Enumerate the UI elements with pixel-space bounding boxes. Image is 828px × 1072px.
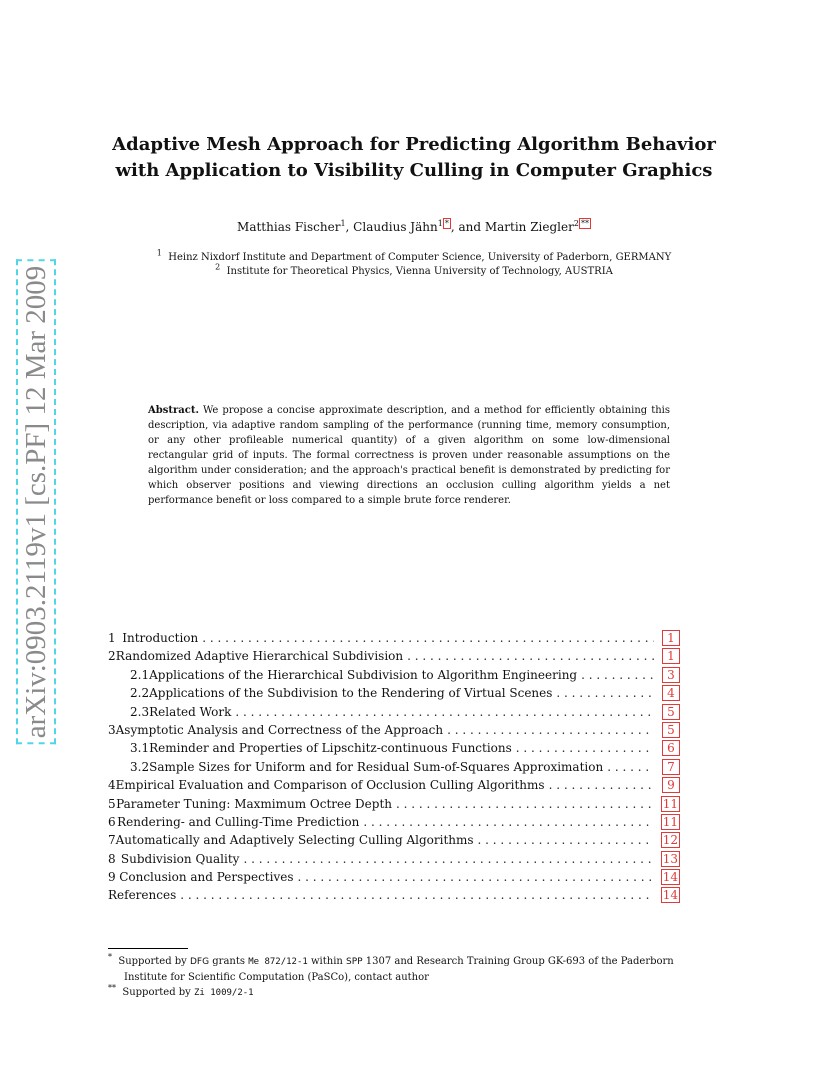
toc-entry[interactable] [108, 648, 680, 666]
toc-page-link[interactable]: 14 [662, 888, 678, 903]
toc-entry-number: 2.2 [130, 686, 150, 701]
toc-dot-leader [549, 778, 654, 792]
toc-entry-title: Automatically and Adaptively Selecting Culling Algorithms [115, 833, 474, 848]
toc-page-link[interactable]: 3 [662, 667, 680, 683]
toc-page-link[interactable]: 13 [662, 851, 678, 866]
author-name: Martin Ziegler [484, 220, 574, 234]
affiliation-marker: 2 [573, 219, 579, 228]
affiliation-line [0, 248, 828, 265]
title-line-2: with Application to Visibility Culling in Computer Graphics [115, 160, 713, 181]
toc-entry-number: 6 [108, 814, 116, 829]
footnote [108, 985, 708, 1001]
toc-dot-leader [298, 870, 653, 884]
author-list [0, 220, 828, 234]
footnote-mark: ** [108, 983, 116, 993]
toc-entry[interactable] [108, 796, 680, 814]
toc-entry-title: Applications of the Subdivision to the Rendering of Virtual Scenes [149, 686, 553, 701]
toc-entry[interactable] [108, 740, 680, 758]
author-separator: , [345, 220, 354, 234]
toc-entry-title: Parameter Tuning: Maxmimum Octree Depth [116, 796, 393, 811]
toc-entry-number: 8 [108, 851, 116, 866]
affiliation-marker: 1 [437, 219, 443, 228]
toc-dot-leader [607, 760, 654, 774]
toc-page-link[interactable]: 11 [662, 796, 678, 811]
toc-dot-leader [407, 649, 654, 663]
affiliation-number: 2 [215, 262, 221, 272]
toc-entry[interactable] [108, 851, 680, 869]
abstract-label: Abstract. [148, 405, 199, 416]
toc-entry-title: Conclusion and Perspectives [119, 870, 294, 885]
toc-entry-title: Related Work [149, 704, 232, 719]
footnote-rule [108, 948, 188, 949]
toc-entry-number: 2.1 [130, 667, 150, 682]
affiliation-number: 1 [156, 248, 162, 258]
toc-entry[interactable] [108, 667, 680, 685]
author-name: Claudius Jähn [353, 220, 438, 234]
toc-entry[interactable] [108, 630, 680, 648]
toc-entry[interactable] [108, 722, 680, 740]
toc-entry[interactable] [108, 759, 680, 777]
toc-dot-leader [235, 705, 654, 719]
author-name: Matthias Fischer [237, 220, 341, 234]
toc-entry-number: 3 [108, 722, 116, 737]
toc-entry-number: 2 [108, 649, 116, 664]
abstract [148, 403, 670, 508]
toc-entry-title: Empirical Evaluation and Comparison of Occlusion Culling Algorithms [115, 778, 545, 793]
toc-entry-title: Asymptotic Analysis and Correctness of the Approach [115, 722, 444, 737]
affiliation-text: Institute for Theoretical Physics, Vienna University of Technology, AUSTRIA [226, 266, 613, 277]
toc-entry[interactable] [108, 685, 680, 703]
toc-page-link[interactable]: 12 [662, 833, 678, 848]
toc-page-link[interactable]: 11 [662, 814, 678, 829]
toc-entry-number: 9 [108, 870, 116, 885]
toc-entry-title: References [108, 888, 177, 903]
toc-dot-leader [556, 686, 654, 700]
paper-title [60, 132, 768, 184]
abstract-text: We propose a concise approximate description, and a method for efficiently obtaining this description, via adaptive random sampling of the performance (running time, memory consumption, or any other profileable numerical quantity) of a given algorithm on some low-dimensional rectangular grid of inputs. The formal correctness is proven under reasonable assumptions on the algorithm under consideration; and the approach's practical benefit is demonstrated by predicting for which observer positions and viewing directions an occlusion culling algorithm yields a net performance benefit or loss compared to a simple brute force renderer. [148, 405, 670, 506]
toc-page-link[interactable]: 7 [662, 759, 680, 775]
toc-entry[interactable] [108, 887, 680, 905]
affiliations [0, 248, 828, 279]
toc-entry[interactable] [108, 704, 680, 722]
toc-dot-leader [581, 668, 654, 682]
toc-dot-leader [243, 852, 652, 866]
toc-entry-number: 2.3 [130, 704, 150, 719]
footnote-text: grants [209, 956, 249, 967]
toc-entry-title: Subdivision Quality [120, 851, 240, 866]
toc-dot-leader [478, 833, 653, 847]
toc-dot-leader [396, 797, 653, 811]
title-line-1: Adaptive Mesh Approach for Predicting Algorithm Behavior [112, 134, 716, 155]
toc-page-link[interactable]: 5 [662, 704, 680, 720]
affiliation-marker: 1 [340, 219, 346, 228]
toc-page-link[interactable]: 9 [662, 777, 680, 793]
footnote-org: DFG [190, 957, 210, 967]
affiliation-text: Heinz Nixdorf Institute and Department of Computer Science, University of Paderborn, GERMANY [168, 252, 672, 263]
toc-entry-number: 1 [108, 631, 116, 645]
affiliation-line [0, 262, 828, 279]
toc-entry[interactable] [108, 777, 680, 795]
toc-page-link[interactable]: 1 [662, 630, 680, 646]
toc-dot-leader [363, 815, 652, 829]
toc-entry-title: Applications of the Hierarchical Subdivision to Algorithm Engineering [149, 667, 578, 682]
toc-page-link[interactable]: 5 [662, 722, 680, 738]
toc-entry-number: 7 [108, 833, 116, 848]
toc-page-link[interactable]: 6 [662, 740, 680, 756]
toc-entry-number: 3.1 [130, 741, 150, 756]
toc-entry-title: Rendering- and Culling-Time Prediction [117, 814, 360, 829]
grant-code: Me 872/12-1 [248, 957, 308, 967]
toc-dot-leader [180, 888, 652, 902]
toc-entry-title: Sample Sizes for Uniform and for Residual Sum-of-Squares Approximation [149, 759, 604, 774]
toc-page-link[interactable]: 4 [662, 685, 680, 701]
toc-page-link[interactable]: 1 [662, 648, 680, 664]
footnote [108, 954, 708, 985]
footnotes [108, 954, 708, 1001]
footnote-text: Supported by [122, 987, 194, 998]
footnote-text: within [307, 956, 347, 967]
toc-dot-leader [516, 741, 654, 755]
footnote-org: SPP [346, 957, 363, 967]
footnote-text: 1307 and Research Training Group GK-693 of the Paderborn Institute for Scientific Computation (PaSCo), contact author [124, 956, 674, 983]
toc-entry-title: Introduction [122, 631, 199, 645]
toc-entry-number: 5 [108, 796, 116, 811]
footnote-link[interactable]: ** [580, 219, 589, 228]
toc-dot-leader [447, 723, 654, 737]
footnote-mark: * [108, 952, 112, 962]
arxiv-stamp-area [14, 265, 58, 739]
toc-entry[interactable] [108, 832, 680, 850]
toc-dot-leader [202, 631, 654, 645]
toc-page-link[interactable]: 14 [662, 870, 678, 885]
footnote-text: Supported by [118, 956, 190, 967]
toc-entry-number: 4 [108, 778, 116, 793]
toc-entry-title: Randomized Adaptive Hierarchical Subdivision [115, 649, 404, 664]
grant-code: Zi 1009/2-1 [194, 988, 254, 998]
toc-entry-title: Reminder and Properties of Lipschitz-continuous Functions [149, 741, 512, 756]
author-separator: , and [450, 220, 485, 234]
table-of-contents [108, 630, 680, 906]
footnote-link[interactable]: * [444, 219, 449, 228]
toc-entry[interactable] [108, 814, 680, 832]
toc-entry[interactable] [108, 869, 680, 887]
toc-entry-number: 3.2 [130, 759, 150, 774]
arxiv-stamp-link[interactable]: arXiv:0903.2119v1 [cs.PF] 12 Mar 2009 [16, 260, 56, 745]
